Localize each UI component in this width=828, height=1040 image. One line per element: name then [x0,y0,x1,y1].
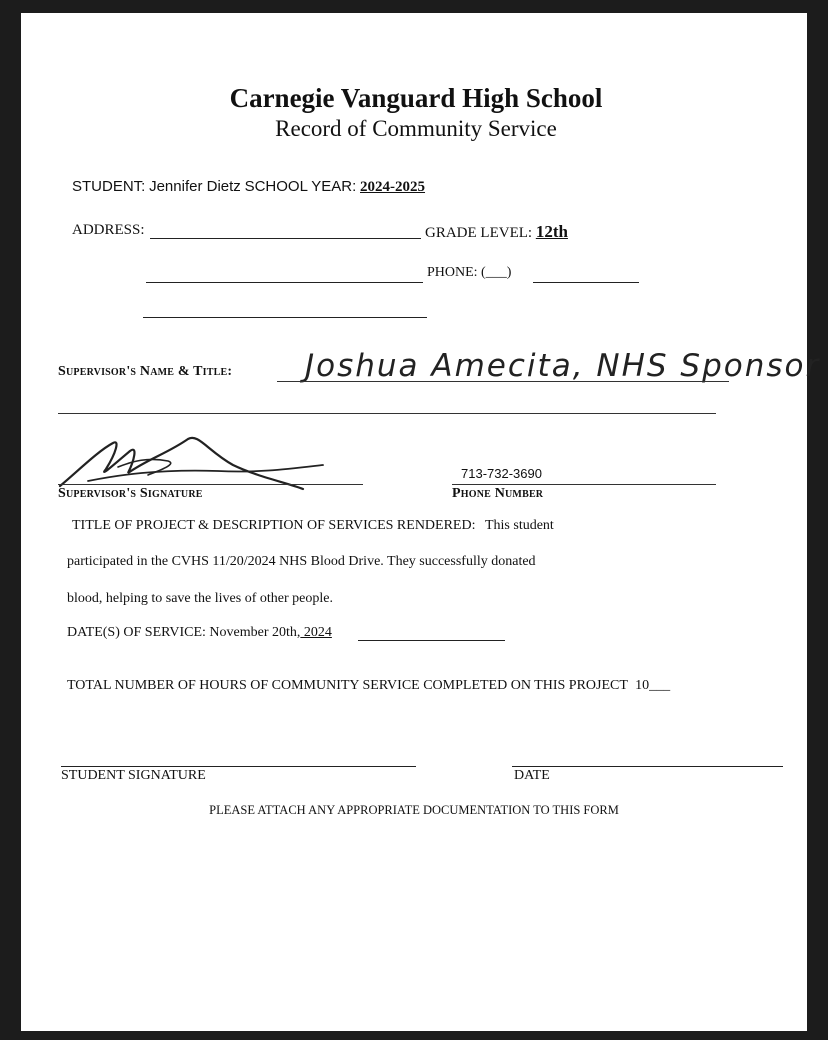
form-title: Record of Community Service [275,116,557,141]
dates-label: DATE(S) OF SERVICE: November 20th, [67,625,301,640]
project-title-row [72,518,554,534]
date-line [512,766,783,767]
project-description-line-2: participated in the CVHS 11/20/2024 NHS Blood Drive. They successfully donated [67,554,536,569]
hours-label: TOTAL NUMBER OF HOURS OF COMMUNITY SERVICE COMPLETED ON THIS PROJECT [67,678,628,693]
student-phone-row [427,265,511,281]
supervisor-extra-line [58,413,716,414]
address-line-2 [146,282,423,283]
supervisor-name-line [277,381,729,382]
attach-note: PLEASE ATTACH ANY APPROPRIATE DOCUMENTATION TO THIS FORM [209,803,619,817]
address-label: ADDRESS: [72,222,145,238]
dates-value: 2024 [300,625,332,640]
student-signature-line [61,766,416,767]
dates-line [358,640,505,641]
supervisor-phone-value: 713-732-3690 [461,466,542,481]
supervisor-name-label: Supervisor's Name & Title: [58,364,233,379]
student-phone-area: ___ [485,265,507,280]
school-year-label: SCHOOL YEAR: [244,178,357,195]
address-line-1 [150,238,421,239]
school-name: Carnegie Vanguard High School [229,83,603,113]
project-description-line-3: blood, helping to save the lives of other people. [67,591,333,606]
dates-row [67,625,332,641]
hours-value: 10___ [635,678,671,693]
grade-label: GRADE LEVEL: [425,225,533,241]
address-line-3 [143,317,427,318]
school-year-value: 2024-2025 [360,179,426,195]
project-description-line-1: This student [484,518,554,533]
supervisor-name-handwritten: Joshua Amecita, NHS Sponsor [305,348,821,384]
supervisor-phone-line [452,484,716,485]
hours-row [67,678,670,694]
form-page [21,13,821,1031]
student-phone-close: ) [506,265,512,280]
date-label: DATE [514,768,550,783]
supervisor-signature-label: Supervisor's Signature [58,486,203,501]
student-signature-label: STUDENT SIGNATURE [61,768,206,783]
student-phone-line [533,282,639,283]
supervisor-phone-label: Phone Number [452,486,544,501]
project-title-label: TITLE OF PROJECT & DESCRIPTION OF SERVICES RENDERED: [72,518,476,533]
grade-row [425,222,568,242]
student-name: Jennifer Dietz [149,178,241,195]
student-phone-label: PHONE: ( [427,265,486,280]
student-label: STUDENT: [72,178,146,195]
supervisor-signature-line [58,484,363,485]
student-row [72,178,425,196]
grade-value: 12th [535,222,568,241]
